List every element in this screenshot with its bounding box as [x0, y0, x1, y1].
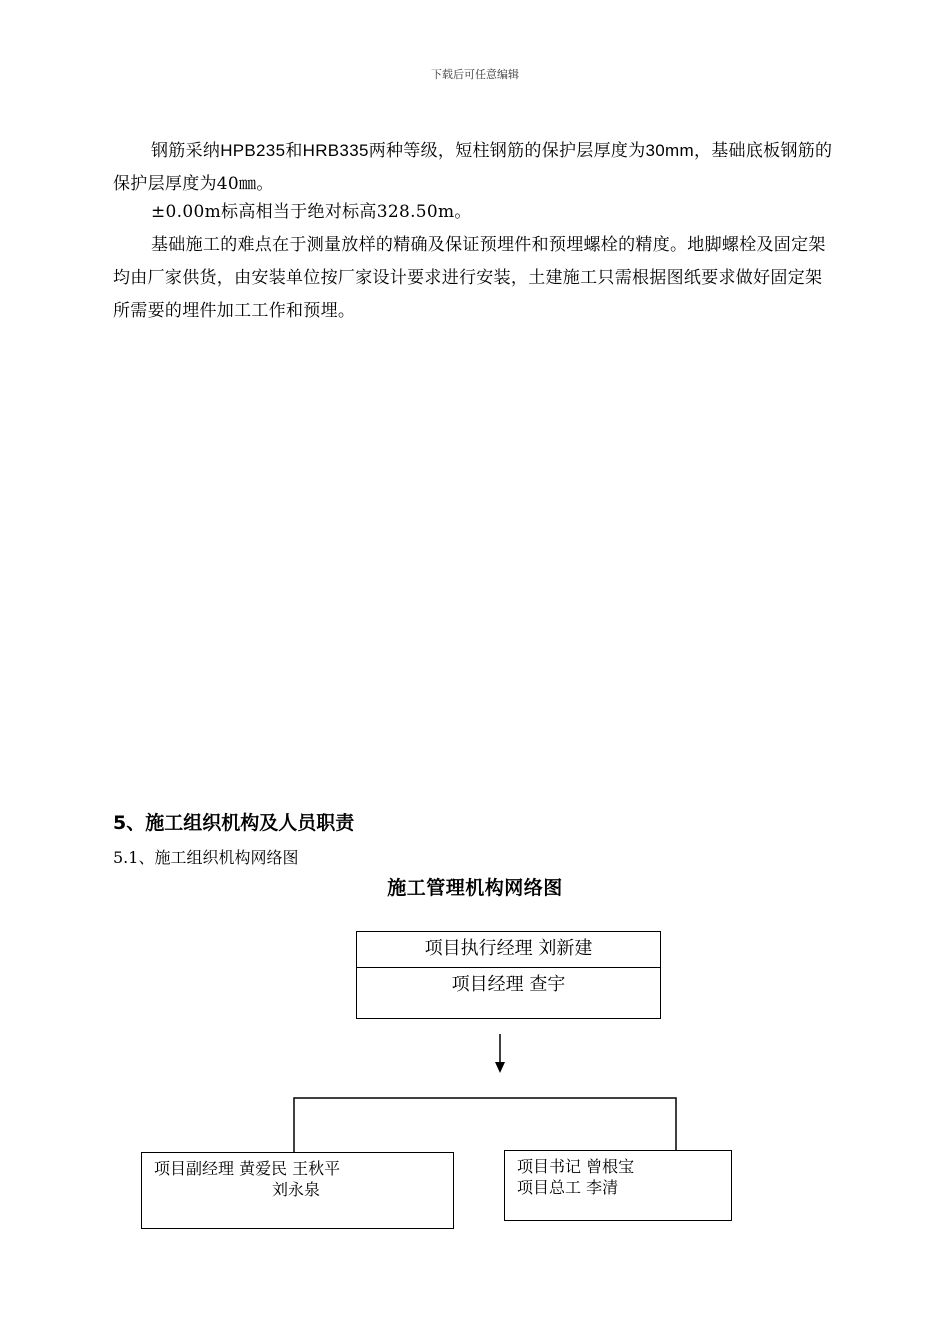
org-deputy-line2: 刘永泉 [272, 1180, 321, 1199]
p1-text-e: 两种等级，短柱钢筋的保护层厚度为 [368, 141, 646, 161]
connector-arrowhead [495, 1062, 505, 1073]
subsection-title: 5.1、施工组织机构网络图 [113, 848, 299, 867]
org-chart-title: 施工管理机构网络图 [387, 877, 563, 899]
section-title: 5、施工组织机构及人员职责 [113, 812, 355, 834]
org-secretary: 项目书记 曾根宝 [517, 1157, 635, 1176]
p1-text-a: 钢筋采纳 [151, 141, 221, 161]
page-header-note: 下载后可任意编辑 [431, 68, 519, 81]
org-exec-manager: 项目执行经理 刘新建 [357, 932, 660, 968]
org-chief-engineer: 项目总工 李清 [517, 1178, 619, 1197]
p1-cover-value: 30mm [645, 141, 694, 160]
p1-grade-hrb: HRB335 [302, 141, 369, 160]
paragraph-foundation-difficulty: 基础施工的难点在于测量放样的精确及保证预埋件和预埋螺栓的精度。地脚螺栓及固定架均由厂家供货，由安装单位按厂家设计要求进行安装，土建施工只需根据图纸要求做好固定架所需要的埋件加工工作和预埋。 [113, 235, 826, 321]
p1-text-g: ，基础底板钢筋的保护层厚度为40㎜。 [113, 141, 833, 194]
org-box-deputy-managers [141, 1152, 454, 1229]
org-project-manager: 项目经理 查宇 [451, 974, 566, 995]
org-box-project-management [356, 931, 661, 1019]
paragraph-elevation: ±0.00m标高相当于绝对标高328.50m。 [151, 202, 472, 222]
connector-branch [294, 1098, 676, 1156]
org-box-secretary-chief-engineer [504, 1150, 732, 1221]
org-deputy-line1: 项目副经理 黄爱民 王秋平 [154, 1159, 341, 1178]
p1-grade-hpb: HPB235 [220, 141, 286, 160]
p1-text-c: 和 [285, 141, 303, 161]
